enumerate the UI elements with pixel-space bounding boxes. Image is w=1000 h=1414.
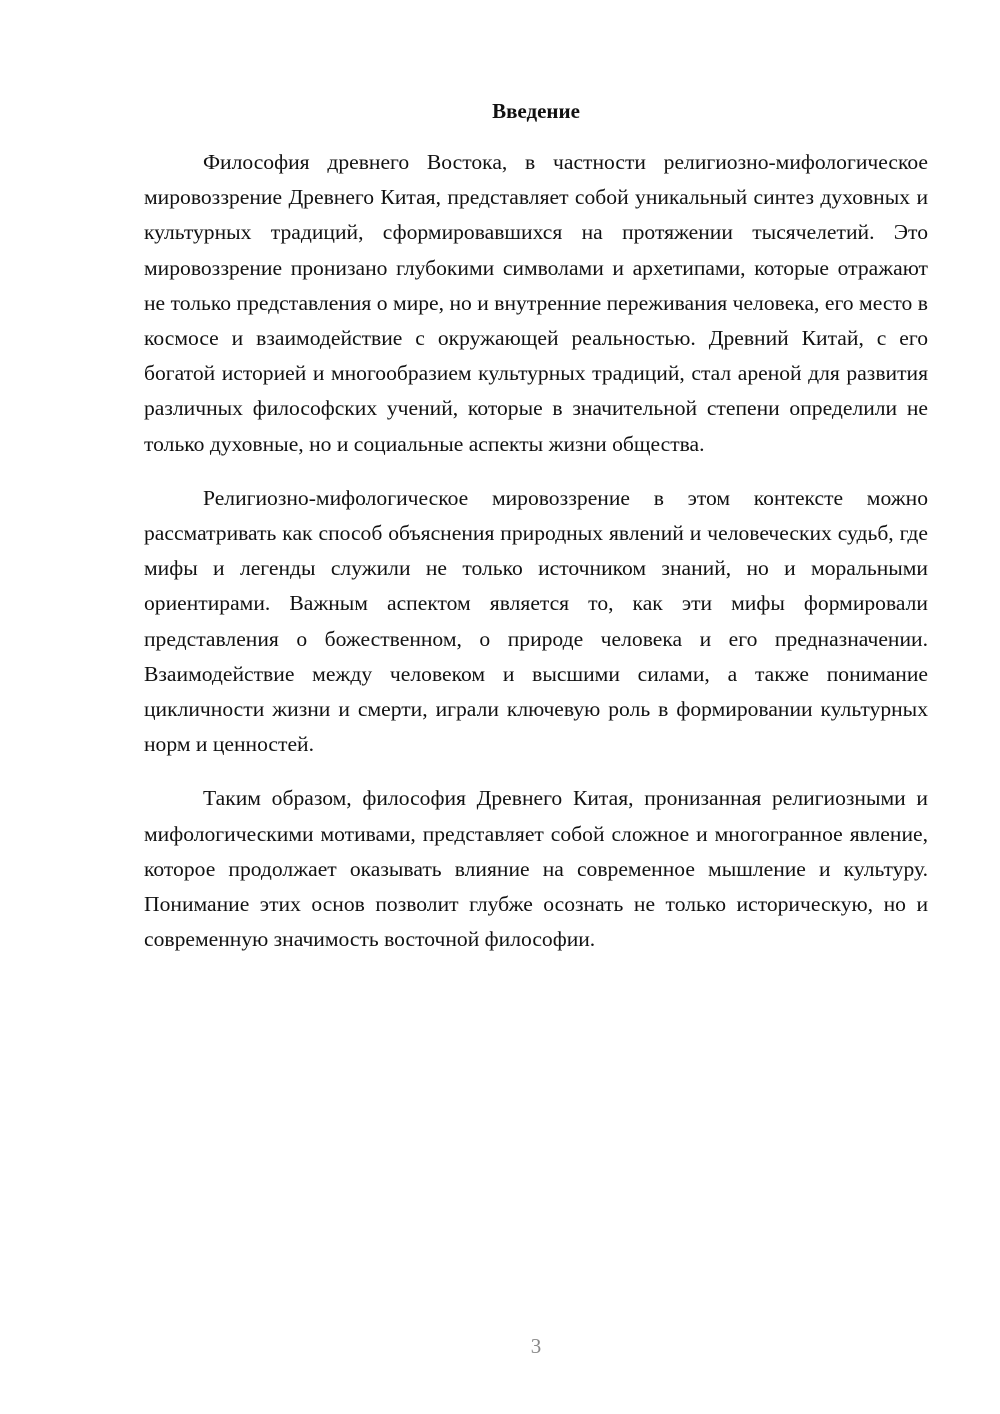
page-number: 3 (530, 1334, 542, 1358)
body-text (144, 145, 928, 957)
paragraph-2: Религиозно-мифологическое мировоззрение в этом контексте можно рассматривать как способ объяснения природных явлений и человеческих судьб, где мифы и легенды служили не только источником знаний, но и моральными ориентирами. Важным аспектом является то, как эти мифы формировали представления о божественном, о природе человека и его предназначении. Взаимодействие между человеком и высшими силами, а также понимание цикличности жизни и смерти, играли ключевую роль в формировании культурных норм и ценностей. (144, 485, 928, 757)
page-title: Введение (492, 99, 580, 123)
paragraph-3: Таким образом, философия Древнего Китая, пронизанная религиозными и мифологическими мотивами, представляет собой сложное и многогранное явление, которое продолжает оказывать влияние на современное мышление и культуру. Понимание этих основ позволит глубже осознать не только историческую, но и современную значимость восточной философии. (144, 786, 928, 952)
paragraph-1: Философия древнего Востока, в частности религиозно-мифологическое мировоззрение Древнего Китая, представляет собой уникальный синтез духовных и культурных традиций, сформировавшихся на протяжении тысячелетий. Это мировоззрение пронизано глубокими символами и архетипами, которые отражают не только представления о мире, но и внутренние переживания человека, его место в космосе и взаимодействие с окружающей реальностью. Древний Китай, с его богатой историей и многообразием культурных традиций, стал ареной для развития различных философских учений, которые в значительной степени определили не только духовные, но и социальные аспекты жизни общества. (144, 150, 928, 456)
